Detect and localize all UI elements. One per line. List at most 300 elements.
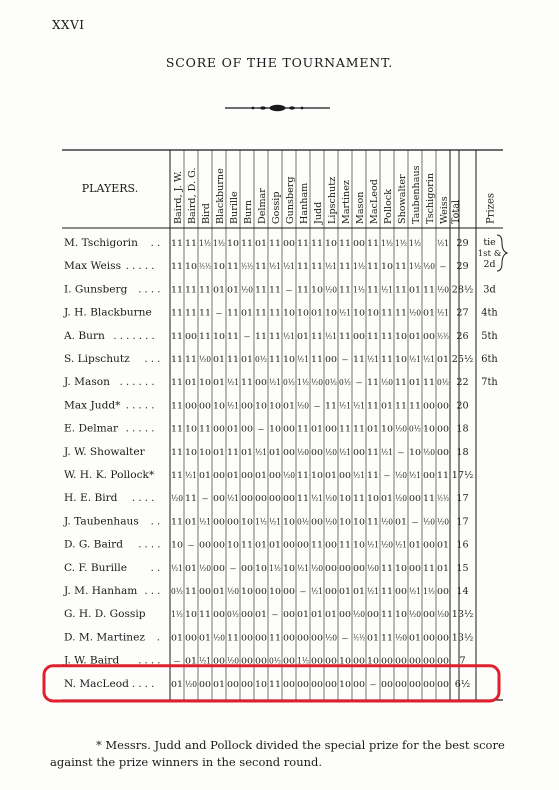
result-cell: 01 (381, 401, 393, 412)
result-cell: 00 (409, 679, 421, 690)
result-cell: ½1 (325, 331, 339, 342)
result-cell: 11 (381, 563, 393, 574)
result-cell: 01 (437, 540, 449, 551)
result-cell: 00 (367, 610, 379, 621)
result-cell: 11 (171, 355, 183, 365)
result-cell: 11 (367, 239, 379, 249)
player-name: J. Taubenhaus (64, 515, 139, 528)
result-cell: 00 (213, 424, 225, 435)
result-cell: 01 (241, 308, 253, 319)
result-cell: 11 (227, 331, 239, 342)
result-cell: 11 (227, 262, 239, 273)
result-cell: 00 (241, 656, 253, 667)
result-cell: ½0 (227, 656, 241, 667)
result-cell: 11 (171, 308, 183, 319)
result-cell: ½½ (437, 331, 454, 342)
result-cell: 1½ (255, 517, 269, 528)
result-cell: 10 (185, 610, 197, 621)
result-cell: 01 (171, 633, 183, 644)
total-cell: 17½ (451, 470, 474, 481)
result-cell: ½0 (325, 494, 339, 505)
result-cell: 10 (395, 563, 407, 574)
result-cell: 00 (423, 633, 435, 644)
result-cell: 01 (255, 471, 267, 481)
result-cell: 01 (199, 471, 211, 481)
result-cell: 1½ (353, 262, 367, 273)
column-header: Bird (201, 203, 212, 224)
result-cell: 11 (423, 563, 435, 574)
result-cell: ½1 (381, 285, 395, 296)
result-cell: 10 (339, 517, 351, 528)
result-cell: 11 (437, 471, 449, 481)
result-cell: 11 (353, 494, 365, 505)
result-cell: 00 (297, 540, 309, 551)
result-cell: 01 (255, 540, 267, 551)
result-cell: ½0 (213, 633, 227, 644)
result-cell: 00 (227, 679, 239, 690)
result-cell: 01 (185, 656, 197, 667)
result-cell: 00 (283, 610, 295, 621)
result-cell: 00 (423, 540, 435, 551)
result-cell: 11 (185, 355, 197, 365)
result-cell: 11 (367, 517, 379, 528)
result-cell: 01 (367, 424, 379, 435)
result-cell: 11 (185, 239, 197, 249)
result-cell: 10 (185, 424, 197, 435)
result-cell: 11 (255, 331, 267, 342)
result-cell: 01 (311, 610, 323, 621)
result-cell: 00 (437, 587, 449, 597)
player-name: M. Tschigorin (64, 237, 138, 249)
result-cell: 01 (185, 378, 197, 389)
result-cell: 00 (199, 540, 211, 551)
result-cell: 10 (283, 355, 295, 365)
total-header: Total (450, 199, 462, 224)
result-cell: 11 (171, 447, 183, 458)
result-cell: 11 (171, 331, 183, 342)
result-cell: 00 (353, 656, 365, 667)
result-cell: 00 (213, 610, 225, 621)
result-cell: 01 (409, 331, 421, 342)
result-cell: 11 (381, 355, 393, 365)
prize-cell: 2d (483, 259, 496, 270)
result-cell: 01 (255, 610, 267, 621)
column-header: Weiss (439, 196, 450, 224)
player-name: J. M. Hanham (64, 585, 138, 597)
result-cell: — (314, 401, 321, 412)
result-cell: 00 (283, 239, 295, 249)
total-cell: 18 (456, 446, 469, 458)
result-cell: 00 (185, 331, 197, 342)
result-cell: ½1 (269, 378, 283, 389)
result-cell: 10 (381, 262, 393, 273)
result-cell: 01 (381, 494, 393, 505)
column-header: Martinez (341, 180, 352, 224)
result-cell: 11 (171, 401, 183, 412)
result-cell: 11 (339, 262, 351, 273)
result-cell: 01 (227, 285, 239, 296)
result-cell: 11 (339, 239, 351, 249)
result-cell: 11 (269, 633, 281, 644)
result-cell: 01 (409, 285, 421, 296)
result-cell: 00 (283, 633, 295, 644)
result-cell: 10 (283, 563, 295, 574)
result-cell: 11 (395, 401, 407, 412)
result-cell: 01 (283, 401, 295, 412)
result-cell: 0½ (283, 378, 297, 389)
result-cell: 11 (339, 331, 351, 342)
result-cell: 00 (381, 656, 393, 667)
result-cell: — (342, 355, 349, 365)
result-cell: 00 (283, 494, 295, 505)
result-cell: 11 (395, 378, 407, 389)
result-cell: 11 (311, 239, 323, 249)
result-cell: 11 (367, 471, 379, 481)
result-cell: ½1 (367, 587, 381, 597)
result-cell: 11 (395, 262, 407, 273)
result-cell: 11 (381, 610, 393, 621)
result-cell: 10 (353, 540, 365, 551)
result-cell: 00 (409, 656, 421, 667)
leader-dots: . . (150, 238, 161, 249)
result-cell: 00 (241, 424, 253, 435)
result-cell: 00 (213, 471, 225, 481)
result-cell: 00 (409, 494, 421, 505)
column-header: Burille (229, 191, 240, 224)
result-cell: 11 (241, 239, 253, 249)
result-cell: ½1 (255, 447, 269, 458)
result-cell: 01 (311, 424, 323, 435)
result-cell: 00 (241, 633, 253, 644)
result-cell: 00 (283, 587, 295, 597)
player-name: E. Delmar (64, 422, 119, 435)
result-cell: ½1 (227, 401, 241, 412)
result-cell: 01 (409, 633, 421, 644)
result-cell: ½1 (409, 587, 423, 597)
player-name: Max Judd* (64, 399, 121, 412)
result-cell: 10 (311, 471, 323, 481)
result-cell: 01 (437, 563, 449, 574)
result-cell: 1½ (297, 378, 311, 389)
result-cell: 01 (185, 563, 197, 574)
result-cell: ½0 (423, 447, 437, 458)
result-cell: ½0 (283, 471, 297, 481)
result-cell: 00 (283, 424, 295, 435)
player-name: S. Lipschutz (64, 353, 130, 365)
result-cell: 10 (325, 239, 337, 249)
result-cell: ½0 (297, 401, 311, 412)
result-cell: — (202, 494, 209, 505)
result-cell: 00 (423, 331, 435, 342)
result-cell: 11 (325, 401, 337, 412)
result-cell: 00 (269, 471, 281, 481)
result-cell: 11 (255, 262, 267, 273)
result-cell: 11 (269, 331, 281, 342)
result-cell: 11 (367, 285, 379, 296)
result-cell: 00 (213, 540, 225, 551)
prize-cell: 5th (481, 330, 498, 342)
result-cell: 11 (297, 424, 309, 435)
result-cell: 01 (213, 447, 225, 458)
result-cell: 01 (241, 447, 253, 458)
result-cell: 0½ (269, 656, 283, 667)
player-name: Max Weiss (64, 260, 122, 273)
result-cell: ½1 (227, 378, 241, 389)
result-cell: 01 (297, 331, 309, 342)
result-cell: ½0 (395, 424, 409, 435)
result-cell: 10 (367, 656, 379, 667)
result-cell: ½1 (367, 355, 381, 365)
result-cell: 11 (381, 633, 393, 644)
result-cell: 10 (283, 308, 295, 319)
result-cell: 10 (199, 378, 211, 389)
player-name: I. Gunsberg (64, 283, 128, 296)
result-cell: 1½ (353, 285, 367, 296)
result-cell: 1½ (381, 239, 395, 249)
result-cell: 01 (185, 517, 197, 528)
result-cell: ½1 (227, 494, 241, 505)
result-cell: 0½ (171, 587, 185, 597)
result-cell: 11 (381, 587, 393, 597)
result-cell: 11 (311, 331, 323, 342)
result-cell: 1½ (213, 239, 227, 249)
result-cell: 01 (437, 355, 449, 365)
result-cell: 11 (227, 633, 239, 644)
result-cell: 00 (255, 633, 267, 644)
result-cell: ½1 (437, 239, 451, 249)
result-cell: ½0 (227, 587, 241, 597)
result-cell: 10 (367, 308, 379, 319)
result-cell: ½1 (437, 308, 451, 319)
result-cell: 11 (185, 494, 197, 505)
result-cell: 10 (409, 447, 421, 458)
column-header: MacLeod (369, 179, 380, 224)
result-cell: 1½ (171, 610, 185, 621)
total-cell: 6½ (454, 678, 471, 690)
result-cell: 00 (199, 679, 211, 690)
result-cell: ½0 (185, 679, 199, 690)
result-cell: ½0 (423, 262, 437, 273)
leader-dots: . . . . . . (119, 377, 155, 389)
column-header: Taubenhaus (411, 165, 422, 224)
result-cell: 11 (199, 424, 211, 435)
result-cell: 00 (213, 494, 225, 505)
result-cell: 00 (311, 517, 323, 528)
result-cell: ½1 (185, 471, 199, 481)
result-cell: 10 (395, 331, 407, 342)
result-cell: 10 (269, 401, 281, 412)
result-cell: 0½ (325, 378, 339, 389)
result-cell: 11 (395, 285, 407, 296)
result-cell: ½0 (437, 517, 451, 528)
prize-cell: 3d (483, 284, 496, 296)
player-name: W. H. K. Pollock* (64, 469, 155, 481)
result-cell: 11 (227, 447, 239, 458)
result-cell: 00 (297, 633, 309, 644)
column-header: Lipschutz (327, 176, 338, 224)
result-cell: 00 (325, 587, 337, 597)
result-cell: ½1 (297, 355, 311, 365)
result-cell: 00 (311, 633, 323, 644)
result-cell: 11 (339, 540, 351, 551)
result-cell: 11 (353, 355, 365, 365)
total-cell: 17 (456, 493, 469, 505)
result-cell: — (272, 610, 279, 621)
result-cell: ½1 (297, 563, 311, 574)
result-cell: 00 (395, 679, 407, 690)
result-cell: 10 (199, 447, 211, 458)
result-cell: 01 (423, 308, 435, 319)
result-cell: 10 (185, 447, 197, 458)
result-cell: 00 (395, 656, 407, 667)
result-cell: 00 (353, 447, 365, 458)
result-cell: ½0 (311, 378, 325, 389)
result-cell: 00 (325, 679, 337, 690)
result-cell: ½1 (367, 540, 381, 551)
result-cell: ½1 (269, 517, 283, 528)
result-cell: 11 (423, 378, 435, 389)
result-cell: ½0 (325, 517, 339, 528)
result-cell: 11 (171, 262, 183, 273)
result-cell: ½0 (241, 285, 255, 296)
result-cell: 11 (381, 308, 393, 319)
player-name: A. Burn (64, 329, 105, 342)
result-cell: 00 (227, 517, 239, 528)
result-cell: 11 (311, 540, 323, 551)
result-cell: 10 (311, 285, 323, 296)
result-cell: 11 (185, 308, 197, 319)
result-cell: 01 (353, 587, 365, 597)
leader-dots: . . . . (138, 284, 161, 296)
total-cell: 22 (456, 377, 469, 389)
result-cell: 10 (213, 331, 225, 342)
total-cell: 7 (459, 655, 466, 667)
result-cell: — (244, 331, 251, 342)
result-cell: 11 (227, 308, 239, 319)
result-cell: ½½ (353, 633, 370, 644)
result-cell: 11 (269, 679, 281, 690)
result-cell: 00 (325, 656, 337, 667)
result-cell: 00 (339, 471, 351, 481)
result-cell: ½0 (437, 610, 451, 621)
result-cell: ½½ (437, 494, 454, 505)
result-cell: ½1 (409, 471, 423, 481)
page-heading: SCORE OF THE TOURNAMENT. (165, 55, 394, 70)
result-cell: 00 (437, 656, 449, 667)
result-cell: 00 (311, 447, 323, 458)
result-cell: 00 (283, 679, 295, 690)
result-cell: 01 (241, 355, 253, 365)
total-cell: 13½ (451, 609, 474, 621)
result-cell: 00 (283, 656, 295, 667)
result-cell: 11 (423, 285, 435, 296)
result-cell: 11 (185, 587, 197, 597)
result-cell: 11 (241, 378, 253, 389)
result-cell: 10 (269, 587, 281, 597)
result-cell: 10 (339, 679, 351, 690)
result-cell: 11 (381, 331, 393, 342)
result-cell: 11 (423, 494, 435, 505)
result-cell: ½1 (171, 563, 185, 574)
player-name: J. Mason (64, 376, 110, 389)
result-cell: ½0 (171, 494, 185, 505)
result-cell: 10 (241, 517, 253, 528)
result-cell: 01 (325, 471, 337, 481)
column-header: Baird, J. W. (173, 170, 184, 224)
players-header: PLAYERS. (81, 182, 139, 195)
result-cell: 1½ (269, 563, 283, 574)
result-cell: 00 (437, 447, 449, 458)
result-cell: 11 (255, 308, 267, 319)
result-cell: 01 (297, 610, 309, 621)
result-cell: 11 (241, 540, 253, 551)
result-cell: 10 (297, 308, 309, 319)
result-cell: 01 (213, 587, 225, 597)
total-cell: 28½ (451, 284, 474, 296)
result-cell: ½0 (381, 378, 395, 389)
result-cell: 00 (213, 517, 225, 528)
result-cell: 01 (395, 517, 407, 528)
result-cell: 00 (213, 563, 225, 574)
result-cell: 10 (213, 262, 225, 273)
total-cell: 16 (456, 539, 469, 551)
result-cell: 10 (171, 540, 183, 551)
column-header: Pollock (383, 189, 394, 224)
result-cell: 00 (423, 656, 435, 667)
total-cell: 26 (456, 330, 469, 342)
result-cell: ½1 (395, 540, 409, 551)
prize-cell: tie (483, 237, 496, 248)
player-name: J. W. Baird (64, 654, 120, 667)
result-cell: 00 (437, 633, 449, 644)
result-cell: 10 (353, 308, 365, 319)
prizes-header: Prizes (485, 192, 497, 224)
result-cell: ½0 (199, 563, 213, 574)
result-cell: 00 (255, 494, 267, 505)
result-cell: 1½ (297, 656, 311, 667)
result-cell: 11 (297, 494, 309, 505)
result-cell: — (258, 424, 265, 435)
total-cell: 18 (456, 423, 469, 435)
result-cell: ½0 (409, 308, 423, 319)
result-cell: 01 (339, 587, 351, 597)
result-cell: 00 (269, 494, 281, 505)
result-cell: 11 (269, 355, 281, 365)
total-cell: 17 (456, 516, 469, 528)
result-cell: — (230, 563, 237, 574)
total-cell: 29 (456, 261, 469, 273)
result-cell: 11 (311, 262, 323, 273)
result-cell: 01 (171, 679, 183, 690)
result-cell: 10 (353, 517, 365, 528)
result-cell: 00 (353, 331, 365, 342)
column-header: Baird, D. G. (187, 167, 198, 224)
result-cell: 00 (381, 679, 393, 690)
result-cell: 11 (339, 285, 351, 296)
result-cell: 11 (367, 378, 379, 389)
result-cell: ½1 (353, 401, 367, 412)
result-cell: ½0 (381, 517, 395, 528)
result-cell: ½0 (297, 447, 311, 458)
result-cell: 1½ (199, 239, 213, 249)
result-cell: 10 (255, 563, 267, 574)
result-cell: 01 (213, 285, 225, 296)
result-cell: 11 (367, 401, 379, 412)
result-cell: 00 (241, 494, 253, 505)
result-cell: 10 (339, 494, 351, 505)
result-cell: — (174, 656, 181, 667)
result-cell: 10 (325, 308, 337, 319)
